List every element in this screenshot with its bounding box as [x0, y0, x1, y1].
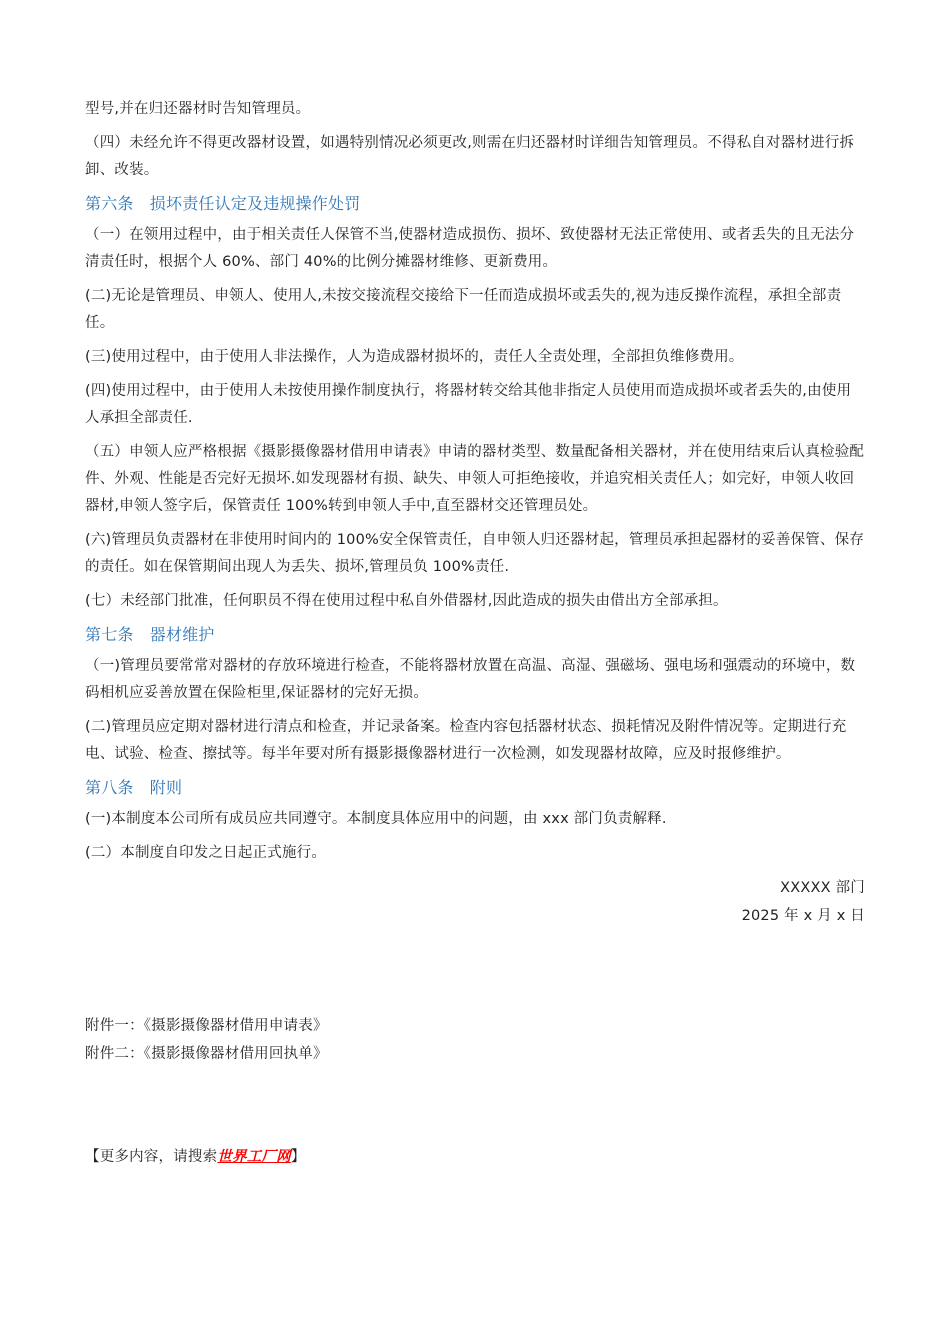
attachment-item: 附件一：《摄影摄像器材借用申请表》 — [85, 1018, 328, 1034]
article-heading: 第八条 附则 — [85, 778, 183, 797]
clause: （一）在领用过程中，由于相关责任人保管不当,使器材造成损伤、损坏、致使器材无法正常使用、或者丢失的且无法分清责任时，根据个人 60%、部门 40%的比例分摊器材维修、更新费用。 — [85, 227, 855, 270]
more-content-note — [85, 1143, 306, 1171]
document-body — [85, 96, 865, 1068]
more-suffix: 】 — [290, 1149, 306, 1165]
attachment-item: 附件二：《摄影摄像器材借用回执单》 — [85, 1046, 328, 1062]
signature-date: 2025 年 x 月 x 日 — [741, 908, 865, 924]
brand-link[interactable]: 世界工厂网 — [217, 1149, 291, 1165]
more-prefix: 【更多内容，请搜索 — [85, 1149, 218, 1165]
clause: (二)无论是管理员、申领人、使用人,未按交接流程交接给下一任而造成损坏或丢失的,视为违反操作流程，承担全部责任。 — [85, 288, 842, 331]
signature-department: XXXXX 部门 — [780, 880, 865, 896]
paragraph: 型号,并在归还器材时告知管理员。 — [85, 101, 311, 117]
clause: （一)管理员要常常对器材的存放环境进行检查，不能将器材放置在高温、高湿、强磁场、强电场和强震动的环境中，数码相机应妥善放置在保险柜里,保证器材的完好无损。 — [85, 658, 856, 701]
clause: (七）未经部门批准，任何职员不得在使用过程中私自外借器材,因此造成的损失由借出方全部承担。 — [85, 593, 728, 609]
clause: (六)管理员负责器材在非使用时间内的 100%安全保管责任，自申领人归还器材起，管理员承担起器材的妥善保管、保存的责任。如在保管期间出现人为丢失、损坏,管理员负 100%责任. — [85, 532, 865, 575]
article-heading: 第七条 器材维护 — [85, 625, 215, 644]
clause: (三)使用过程中，由于使用人非法操作，人为造成器材损坏的，责任人全责处理，全部担负维修费用。 — [85, 349, 744, 365]
paragraph: （四）未经允许不得更改器材设置，如遇特别情况必须更改,则需在归还器材时详细告知管理员。不得私自对器材进行拆卸、改装。 — [85, 135, 855, 178]
clause: (二)管理员应定期对器材进行清点和检查，并记录备案。检查内容包括器材状态、损耗情况及附件情况等。定期进行充电、试验、检查、擦拭等。每半年要对所有摄影摄像器材进行一次检测，如发现器材故障，应及时报修维护。 — [85, 719, 847, 762]
article-heading: 第六条 损坏责任认定及违规操作处罚 — [85, 194, 361, 213]
clause: (二）本制度自印发之日起正式施行。 — [85, 845, 327, 861]
clause: （五）申领人应严格根据《摄影摄像器材借用申请表》申请的器材类型、数量配备相关器材，并在使用结束后认真检验配件、外观、性能是否完好无损坏.如发现器材有损、缺失、申领人可拒绝接收，并追究相关责任人；如完好，申领人收回器材,申领人签字后，保管责任 100%转到申领人手中,直至器材交还管理员处。 — [85, 444, 865, 514]
clause: (四)使用过程中，由于使用人未按使用操作制度执行，将器材转交给其他非指定人员使用而造成损坏或者丢失的,由使用人承担全部责任. — [85, 383, 852, 426]
clause: (一)本制度本公司所有成员应共同遵守。本制度具体应用中的问题，由 xxx 部门负责解释. — [85, 811, 667, 827]
